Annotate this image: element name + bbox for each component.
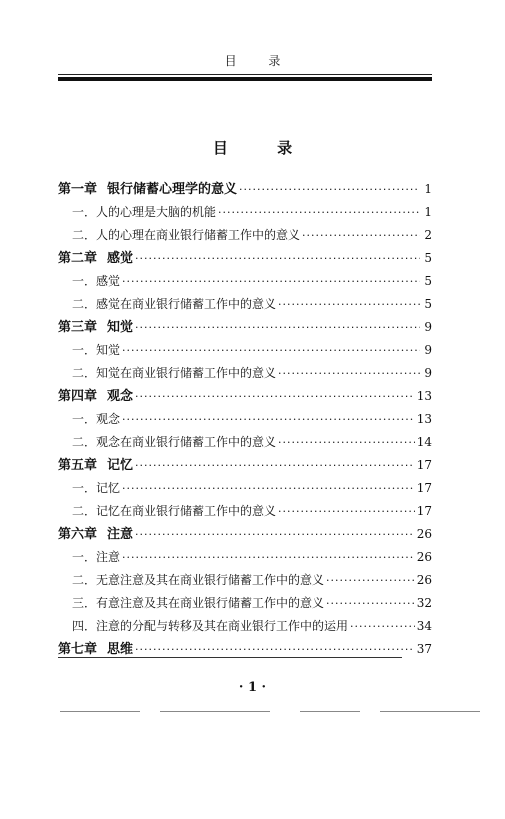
dot-leader [326,592,415,615]
dot-leader [350,615,415,638]
header-rule-thin [58,74,432,75]
toc-entry-title: 四．注意的分配与转移及其在商业银行工作中的运用 [72,619,349,633]
dot-leader [135,316,420,339]
dot-leader [278,362,420,385]
toc-entry-label [72,293,276,316]
chapter-number: 第三章 [58,320,98,335]
toc-page-number: 1 [424,182,432,196]
toc-section-entry [58,477,432,500]
toc-entry-label [72,270,120,293]
toc-entry-label [72,615,348,638]
table-of-contents [58,178,432,661]
toc-page-number: 34 [416,619,432,633]
toc-entry-label [58,523,133,546]
toc-chapter-entry [58,454,432,477]
toc-title: 目 录 [212,139,315,157]
toc-entry-label [72,362,276,385]
dot-leader [122,408,415,431]
toc-entry-label [72,339,120,362]
dot-leader [278,431,415,454]
toc-entry-title: 一．记忆 [72,481,121,495]
dot-leader [122,270,420,293]
toc-page-number: 5 [424,274,432,288]
toc-section-entry [58,270,432,293]
toc-entry-title: 记忆 [107,458,134,473]
toc-entry-label [72,569,324,592]
toc-entry-label [72,546,120,569]
toc-chapter-entry [58,316,432,339]
dot-leader [278,500,415,523]
toc-chapter-entry [58,247,432,270]
toc-entry-title: 感觉 [107,251,134,266]
dot-leader [239,178,420,201]
toc-entry-label [72,224,300,247]
dot-leader [135,247,420,270]
toc-entry-label [72,477,120,500]
toc-entry-label [72,431,276,454]
toc-chapter-entry [58,385,432,408]
scan-artifact-line [380,711,480,712]
dot-leader [122,546,415,569]
toc-entry-title: 思维 [107,642,134,657]
header-rule-thick [58,77,432,81]
toc-section-entry [58,293,432,316]
toc-entry-label [58,385,133,408]
toc-entry-title: 二．人的心理在商业银行储蓄工作中的意义 [72,228,301,242]
toc-entry-title: 一．注意 [72,550,121,564]
chapter-number: 第一章 [58,182,98,197]
toc-section-entry [58,362,432,385]
toc-entry-label [58,316,133,339]
toc-entry-title: 二．感觉在商业银行储蓄工作中的意义 [72,297,277,311]
scan-artifact-line [300,711,360,712]
toc-section-entry [58,224,432,247]
toc-entry-title: 知觉 [107,320,134,335]
footer-rule [58,657,402,658]
toc-section-entry [58,546,432,569]
toc-entry-title: 一．人的心理是大脑的机能 [72,205,217,219]
toc-entry-title: 二．观念在商业银行储蓄工作中的意义 [72,435,277,449]
toc-section-entry [58,201,432,224]
toc-page-number: 14 [416,435,432,449]
scan-artifact-line [60,711,140,712]
dot-leader [122,477,415,500]
dot-leader [135,385,415,408]
toc-section-entry [58,431,432,454]
toc-page-number: 26 [416,573,432,587]
toc-entry-label [58,454,133,477]
toc-page-number: 26 [416,550,432,564]
page-number: · 1 · [238,680,267,695]
toc-page-number: 17 [416,481,432,495]
toc-chapter-entry [58,178,432,201]
toc-entry-title: 注意 [107,527,134,542]
scan-artifact-line [160,711,270,712]
dot-leader [326,569,415,592]
toc-page-number: 17 [416,458,432,472]
toc-entry-label [72,201,216,224]
toc-page-number: 37 [416,642,432,656]
running-head: 目 录 [224,54,295,68]
toc-page-number: 17 [416,504,432,518]
toc-entry-label [58,178,237,201]
toc-page-number: 26 [416,527,432,541]
toc-entry-title: 银行储蓄心理学的意义 [107,182,238,197]
toc-page-number: 2 [424,228,432,242]
dot-leader [135,523,415,546]
toc-entry-title: 一．观念 [72,412,121,426]
toc-page-number: 5 [424,297,432,311]
toc-entry-title: 二．无意注意及其在商业银行储蓄工作中的意义 [72,573,325,587]
toc-page-number: 13 [416,412,432,426]
toc-entry-title: 二．知觉在商业银行储蓄工作中的意义 [72,366,277,380]
toc-chapter-entry [58,523,432,546]
toc-page-number: 13 [416,389,432,403]
toc-entry-title: 观念 [107,389,134,404]
chapter-number: 第六章 [58,527,98,542]
chapter-number: 第四章 [58,389,98,404]
toc-entry-title: 一．知觉 [72,343,121,357]
dot-leader [302,224,420,247]
chapter-number: 第五章 [58,458,98,473]
toc-entry-label [72,408,120,431]
toc-section-entry [58,592,432,615]
toc-section-entry [58,500,432,523]
toc-entry-label [58,247,133,270]
toc-entry-title: 一．感觉 [72,274,121,288]
toc-page-number: 5 [424,251,432,265]
toc-page-number: 9 [424,320,432,334]
chapter-number: 第二章 [58,251,98,266]
dot-leader [278,293,420,316]
chapter-number: 第七章 [58,642,98,657]
toc-page-number: 32 [416,596,432,610]
toc-section-entry [58,339,432,362]
toc-entry-label [72,500,276,523]
dot-leader [218,201,420,224]
toc-section-entry [58,408,432,431]
toc-entry-title: 三．有意注意及其在商业银行储蓄工作中的意义 [72,596,325,610]
toc-page-number: 9 [424,343,432,357]
dot-leader [122,339,420,362]
toc-page-number: 9 [424,366,432,380]
toc-page-number: 1 [424,205,432,219]
toc-section-entry [58,615,432,638]
toc-entry-title: 二．记忆在商业银行储蓄工作中的意义 [72,504,277,518]
toc-section-entry [58,569,432,592]
toc-entry-label [72,592,324,615]
dot-leader [135,454,415,477]
